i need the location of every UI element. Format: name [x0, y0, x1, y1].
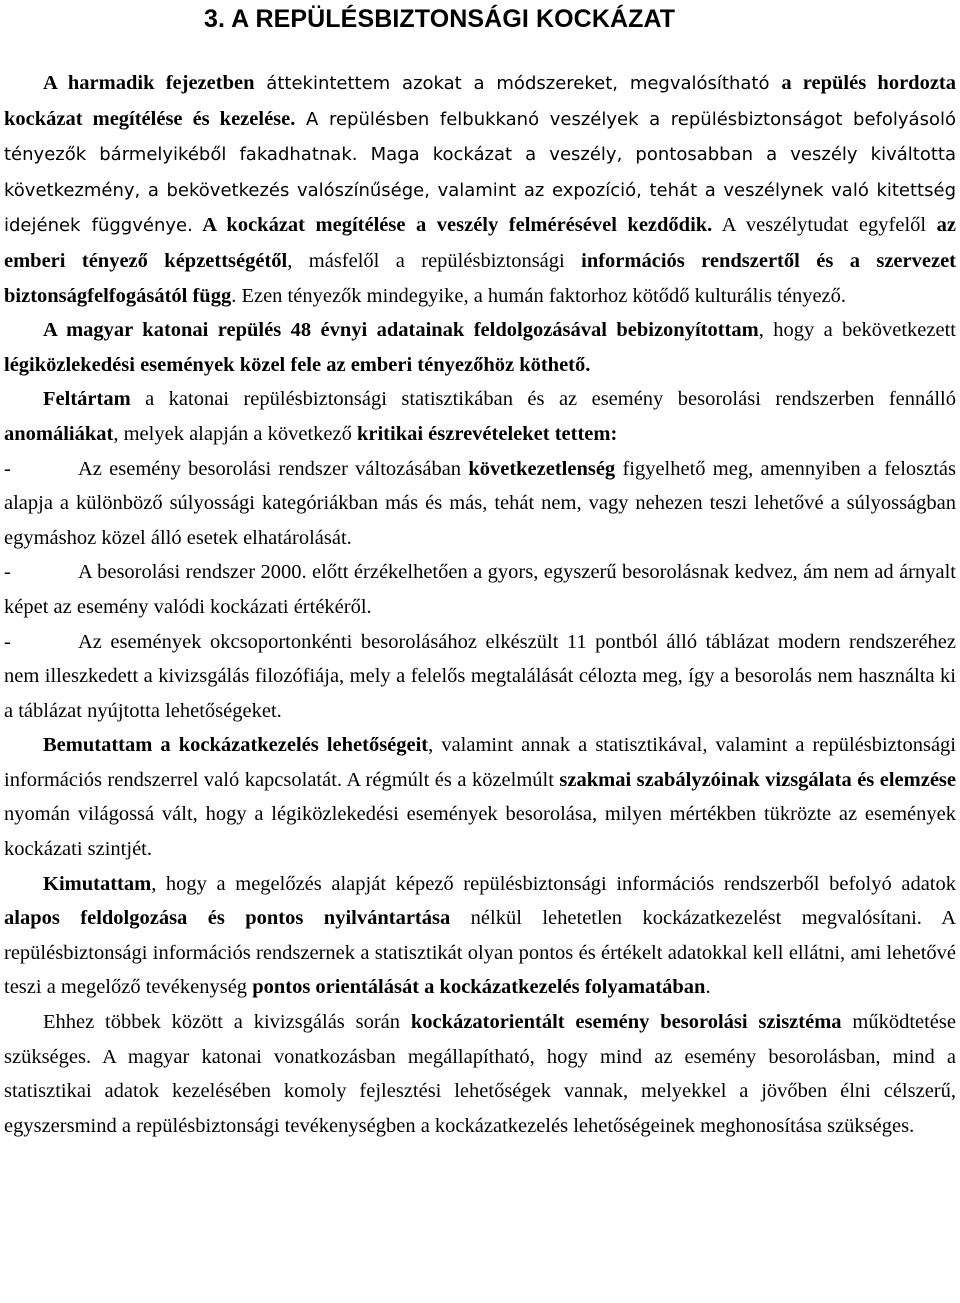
bullet-dash: -	[4, 561, 11, 584]
body-text: .	[705, 976, 711, 999]
body-text: , valamint annak a statisztikával, valamint a repülésbiztonsági információs rendszerrel való kapcsolatát. A régmúlt és a közelmúlt	[4, 734, 956, 791]
bold-text: kritikai észrevételeket tettem:	[356, 422, 618, 445]
bold-text: A magyar katonai repülés 48 évnyi adatainak feldolgozásával bebizonyítottam	[43, 319, 759, 342]
body-text: nyomán világossá vált, hogy a légiközlekedési események besorolása, milyen mértékben tükrözte az események kockázati szintjét.	[4, 803, 956, 861]
bold-text: kockázatorientált esemény besorolási szisztéma	[410, 1011, 842, 1034]
body-text: áttekintettem azokat a módszereket, megvalósítható	[254, 73, 782, 94]
body-text: a katonai repülésbiztonsági statisztikában és az esemény besorolási rendszerben fennálló	[130, 388, 956, 411]
bold-text: információs rendszertől és a szervezet biztonságfelfogásától függ	[4, 249, 956, 307]
body-text: A veszélytudat egyfelől	[712, 214, 937, 237]
paragraph-finding-2	[4, 382, 956, 451]
bold-text: légiközlekedési események közel fele az emberi tényezőhöz köthető.	[4, 353, 591, 376]
bullet-item	[4, 452, 956, 556]
bold-text: alapos feldolgozása és pontos nyilvántartása	[4, 907, 451, 930]
bold-text: következetlenség	[468, 457, 616, 480]
bullet-dash: -	[4, 457, 11, 480]
paragraph-conclusion	[4, 1005, 956, 1143]
bullet-item	[4, 555, 956, 624]
chapter-title: 3. A REPÜLÉSBIZTONSÁGI KOCKÁZAT	[204, 5, 676, 33]
body-text: , melyek alapján a következő	[113, 422, 357, 445]
body-text: működtetése szükséges. A magyar katonai vonatkozásban megállapítható, hogy mind az esemény besorolásban, mind a statisztikai adatok kezelésében komoly fejlesztési lehetőségek vannak, melyekkel a jövőben élni célszerű, egyszersmind a repülésbiztonsági tevékenységben a kockázatkezelés lehetőségeinek meghonosítása szükséges.	[4, 1011, 956, 1137]
bold-text: pontos orientálását a kockázatkezelés folyamatában	[252, 976, 706, 999]
body-text: , hogy a bekövetkezett	[758, 319, 956, 342]
body-text: A repülésben felbukkanó veszélyek a repülésbiztonságot befolyásoló tényezők bármelyikéből fakadhatnak. Maga kockázat a veszély, pontosabban a veszély kiváltotta következmény, a bekövetkezés valószínűsége, valamint az expozíció, tehát a veszélynek való kitettség idejének függvénye.	[4, 108, 956, 237]
bold-text: A harmadik fejezetben	[43, 72, 255, 94]
body-text: A besorolási rendszer 2000. előtt érzékelhetően a gyors, egyszerű besorolásnak kedvez, ám nem ad árnyalt képet az esemény valódi kockázati értékéről.	[4, 561, 956, 618]
bullet-item	[4, 625, 956, 729]
body-text: . Ezen tényezők mindegyike, a humán faktorhoz kötődő kulturális tényező.	[231, 284, 847, 307]
bold-text: A kockázat megítélése a veszély felmérésével kezdődik.	[192, 214, 713, 237]
bold-text: az emberi tényező képzettségétől	[4, 214, 956, 272]
body-text: , hogy a megelőzés alapját képező repülésbiztonsági információs rendszerből befolyó adatok	[151, 872, 956, 895]
paragraph-finding-1	[4, 313, 956, 382]
paragraph-finding-4	[4, 867, 956, 1005]
body-text: figyelhető meg, amennyiben a felosztás alapja a különböző súlyossági kategóriákban más és más, tehát nem, vagy nehezen teszi lehetővé a súlyosságban egymáshoz közel álló esetek elhatárolását.	[4, 457, 956, 549]
document-page	[4, 0, 956, 1143]
paragraph-finding-3	[4, 728, 956, 866]
bold-text: Feltártam	[43, 388, 131, 411]
bold-text: Kimutattam	[43, 872, 152, 895]
body-text: Ehhez többek között a kivizsgálás során	[43, 1011, 411, 1034]
bullet-dash: -	[4, 630, 11, 653]
bold-text: anomáliákat	[4, 422, 114, 445]
bold-text: a repülés hordozta kockázat megítélése és kezelése.	[4, 72, 956, 130]
body-text: Az esemény besorolási rendszer változásában	[78, 457, 469, 480]
bold-text: Bemutattam a kockázatkezelés lehetőségeit	[43, 734, 429, 757]
body-text: , másfelől a repülésbiztonsági	[287, 249, 582, 272]
bold-text: szakmai szabályzóinak vizsgálata és elemzése	[559, 768, 956, 791]
body-text: nélkül lehetetlen kockázatkezelést megvalósítani. A repülésbiztonsági információs rendszernek a statisztikát olyan pontos és értékelt adatokkal kell ellátni, ami lehetővé teszi a megelőző tevékenység	[4, 907, 956, 999]
body-text: Az események okcsoportonkénti besorolásához elkészült 11 pontból álló táblázat modern rendszeréhez nem illeszkedett a kivizsgálás filozófiája, mely a felelős megtalálását célozta meg, így a besorolás nem használta ki a táblázat nyújtotta lehetőségeket.	[4, 630, 956, 722]
paragraph-intro	[4, 66, 956, 313]
